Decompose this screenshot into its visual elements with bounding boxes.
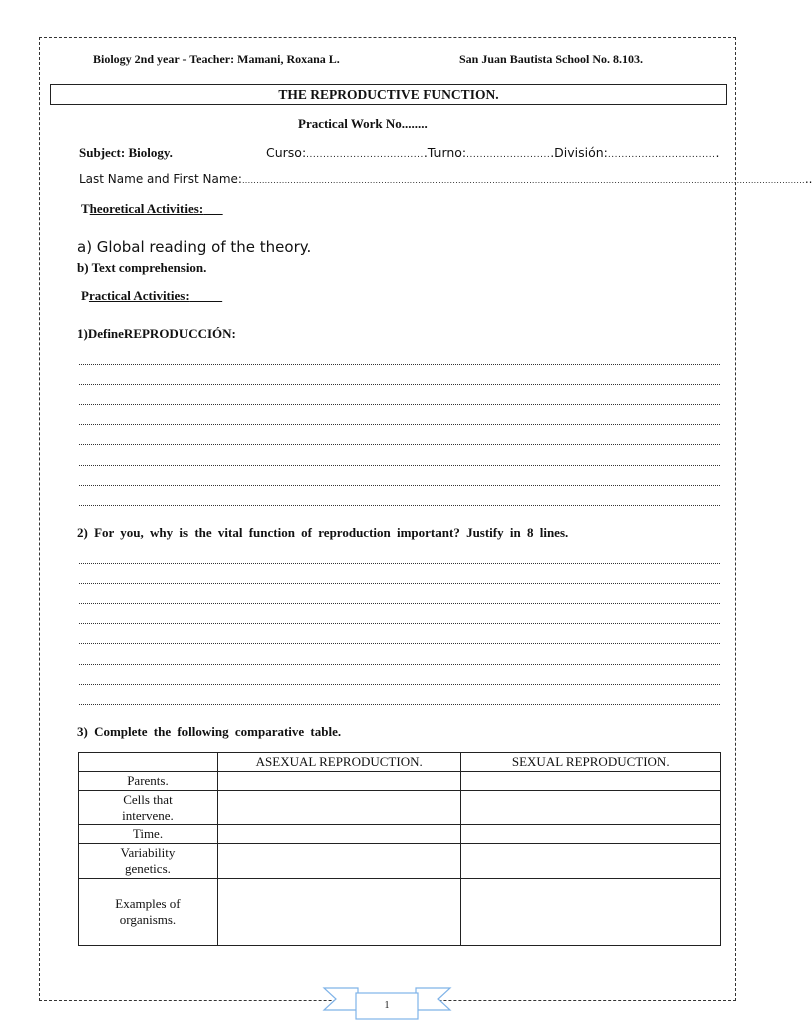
header-course-teacher: Biology 2nd year - Teacher: Mamani, Roxana L. — [93, 52, 340, 66]
answer-line[interactable] — [79, 583, 720, 584]
table-row-label: Examples of organisms. — [79, 879, 218, 946]
theoretical-activities-heading: Theoretical Activities: — [81, 201, 204, 216]
answer-line[interactable] — [79, 444, 720, 445]
answer-line[interactable] — [79, 664, 720, 665]
division-end: . — [715, 145, 720, 160]
name-end: .. — [804, 172, 812, 186]
answer-line[interactable] — [79, 465, 720, 466]
table-row — [79, 844, 721, 879]
answer-line[interactable] — [79, 364, 720, 365]
answer-line[interactable] — [79, 424, 720, 425]
answer-line[interactable] — [79, 684, 720, 685]
answer-line[interactable] — [79, 603, 720, 604]
header-school: San Juan Bautista School No. 8.103. — [459, 52, 644, 66]
turno-blank: ......................... — [466, 150, 551, 160]
curso-blank: ................................... — [306, 150, 424, 160]
course-shift-division-line — [266, 145, 719, 160]
table-cell[interactable] — [217, 791, 461, 825]
table-header-cell — [79, 753, 218, 772]
table-row — [79, 791, 721, 825]
table-row-label: Time. — [79, 825, 218, 844]
comparative-table — [78, 752, 721, 946]
answer-line[interactable] — [79, 485, 720, 486]
question-3: 3) Complete the following comparative table. — [77, 724, 342, 739]
table-header-cell: SEXUAL REPRODUCTION. — [461, 753, 721, 772]
answer-line[interactable] — [79, 623, 720, 624]
table-row — [79, 772, 721, 791]
table-row — [79, 825, 721, 844]
practical-activities-heading: Practical Activities: — [81, 288, 190, 303]
item-global-reading: a) Global reading of the theory. — [77, 238, 312, 256]
page-number: 1 — [384, 1000, 390, 1011]
answer-line[interactable] — [79, 704, 720, 705]
question-1: 1)DefineREPRODUCCIÓN: — [77, 326, 236, 341]
division-label: .División: — [550, 145, 608, 160]
table-row-label: Cells that intervene. — [79, 791, 218, 825]
table-row-label: Parents. — [79, 772, 218, 791]
table-cell[interactable] — [461, 879, 721, 946]
answer-line[interactable] — [79, 643, 720, 644]
table-cell[interactable] — [461, 772, 721, 791]
table-header-row — [79, 753, 721, 772]
practical-work-number: Practical Work No........ — [298, 116, 428, 131]
table-row-label: Variability genetics. — [79, 844, 218, 879]
table-cell[interactable] — [461, 825, 721, 844]
table-cell[interactable] — [217, 825, 461, 844]
curso-label: Curso: — [266, 145, 307, 160]
name-blank: ...................................................................................................................................................................................................... — [241, 176, 805, 185]
table-cell[interactable] — [461, 844, 721, 879]
question-2: 2) For you, why is the vital function of reproduction important? Justify in 8 lines. — [77, 525, 569, 540]
answer-line[interactable] — [79, 404, 720, 405]
table-cell[interactable] — [461, 791, 721, 825]
subject-line: Subject: Biology. — [79, 145, 173, 160]
document-title: THE REPRODUCTIVE FUNCTION. — [50, 84, 727, 105]
answer-line[interactable] — [79, 563, 720, 564]
table-cell[interactable] — [217, 844, 461, 879]
table-row — [79, 879, 721, 946]
turno-label: .Turno: — [423, 145, 467, 160]
table-cell[interactable] — [217, 879, 461, 946]
table-header-cell: ASEXUAL REPRODUCTION. — [217, 753, 461, 772]
name-line — [79, 172, 812, 186]
item-text-comprehension: b) Text comprehension. — [77, 260, 207, 275]
page-number-ribbon-icon — [322, 984, 452, 1020]
name-label: Last Name and First Name: — [79, 172, 242, 186]
answer-line[interactable] — [79, 505, 720, 506]
table-cell[interactable] — [217, 772, 461, 791]
answer-line[interactable] — [79, 384, 720, 385]
division-blank: ................................ — [607, 150, 716, 160]
